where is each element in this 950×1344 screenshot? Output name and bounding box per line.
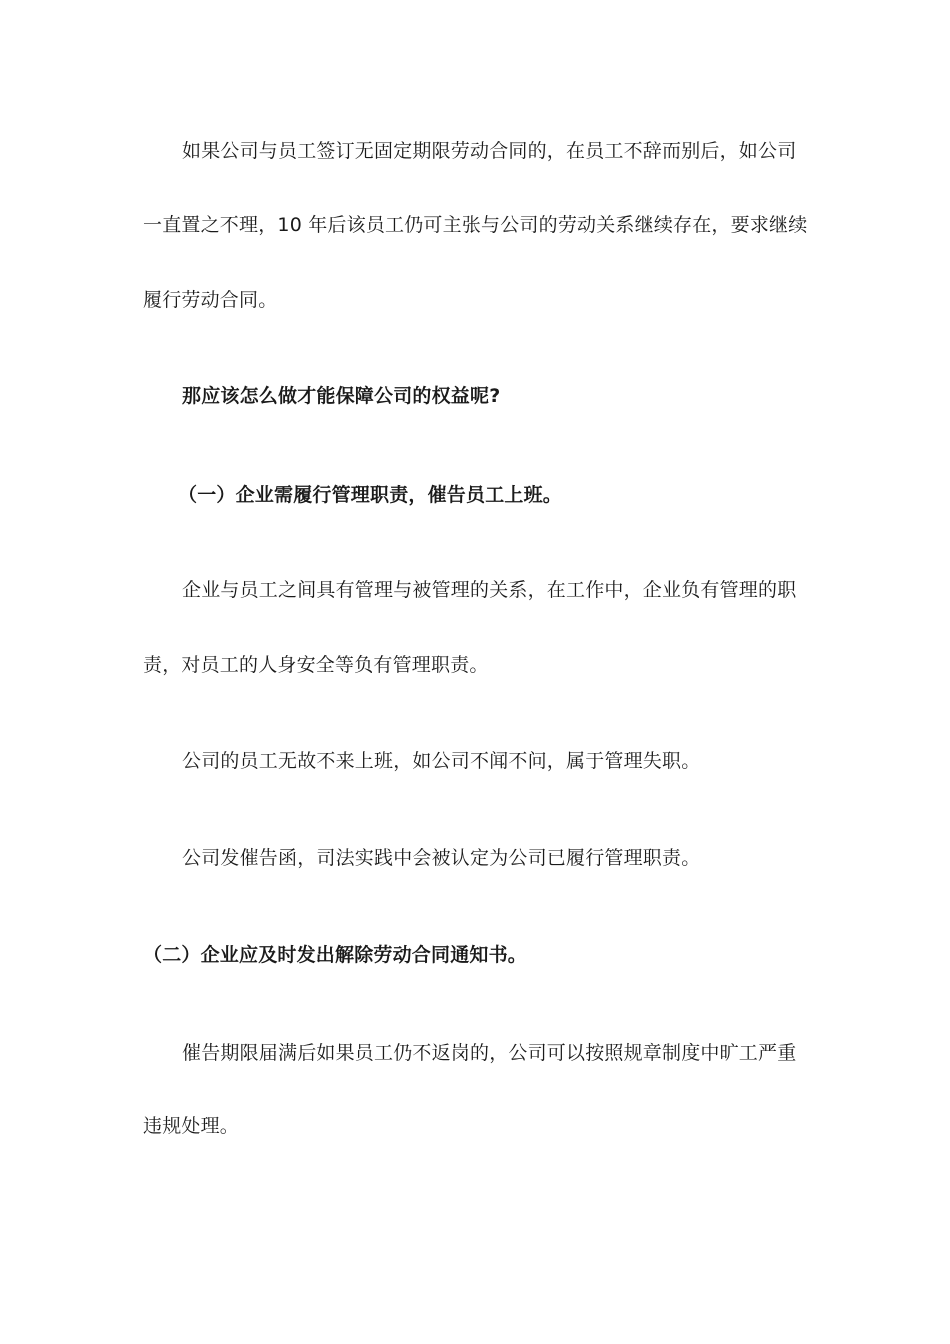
paragraph-5-line-1: 催告期限届满后如果员工仍不返岗的，公司可以按照规章制度中旷工严重 — [182, 1042, 797, 1064]
paragraph-5-line-2: 违规处理。 — [143, 1115, 240, 1137]
paragraph-2-line-2: 责，对员工的人身安全等负有管理职责。 — [143, 654, 489, 676]
paragraph-2-line-1: 企业与员工之间具有管理与被管理的关系，在工作中，企业负有管理的职 — [182, 579, 797, 601]
section-2-heading: （二）企业应及时发出解除劳动合同通知书。 — [143, 944, 528, 966]
paragraph-3: 公司的员工无故不来上班，如公司不闻不问，属于管理失职。 — [182, 750, 701, 772]
paragraph-1-line-1: 如果公司与员工签订无固定期限劳动合同的，在员工不辞而别后，如公司 — [182, 140, 797, 162]
paragraph-4: 公司发催告函，司法实践中会被认定为公司已履行管理职责。 — [182, 847, 701, 869]
question-heading: 那应该怎么做才能保障公司的权益呢? — [182, 385, 501, 407]
paragraph-1-line-3: 履行劳动合同。 — [143, 289, 278, 311]
section-1-heading: （一）企业需履行管理职责，催告员工上班。 — [178, 484, 563, 506]
paragraph-1-line-2: 一直置之不理，10 年后该员工仍可主张与公司的劳动关系继续存在，要求继续 — [143, 214, 808, 236]
